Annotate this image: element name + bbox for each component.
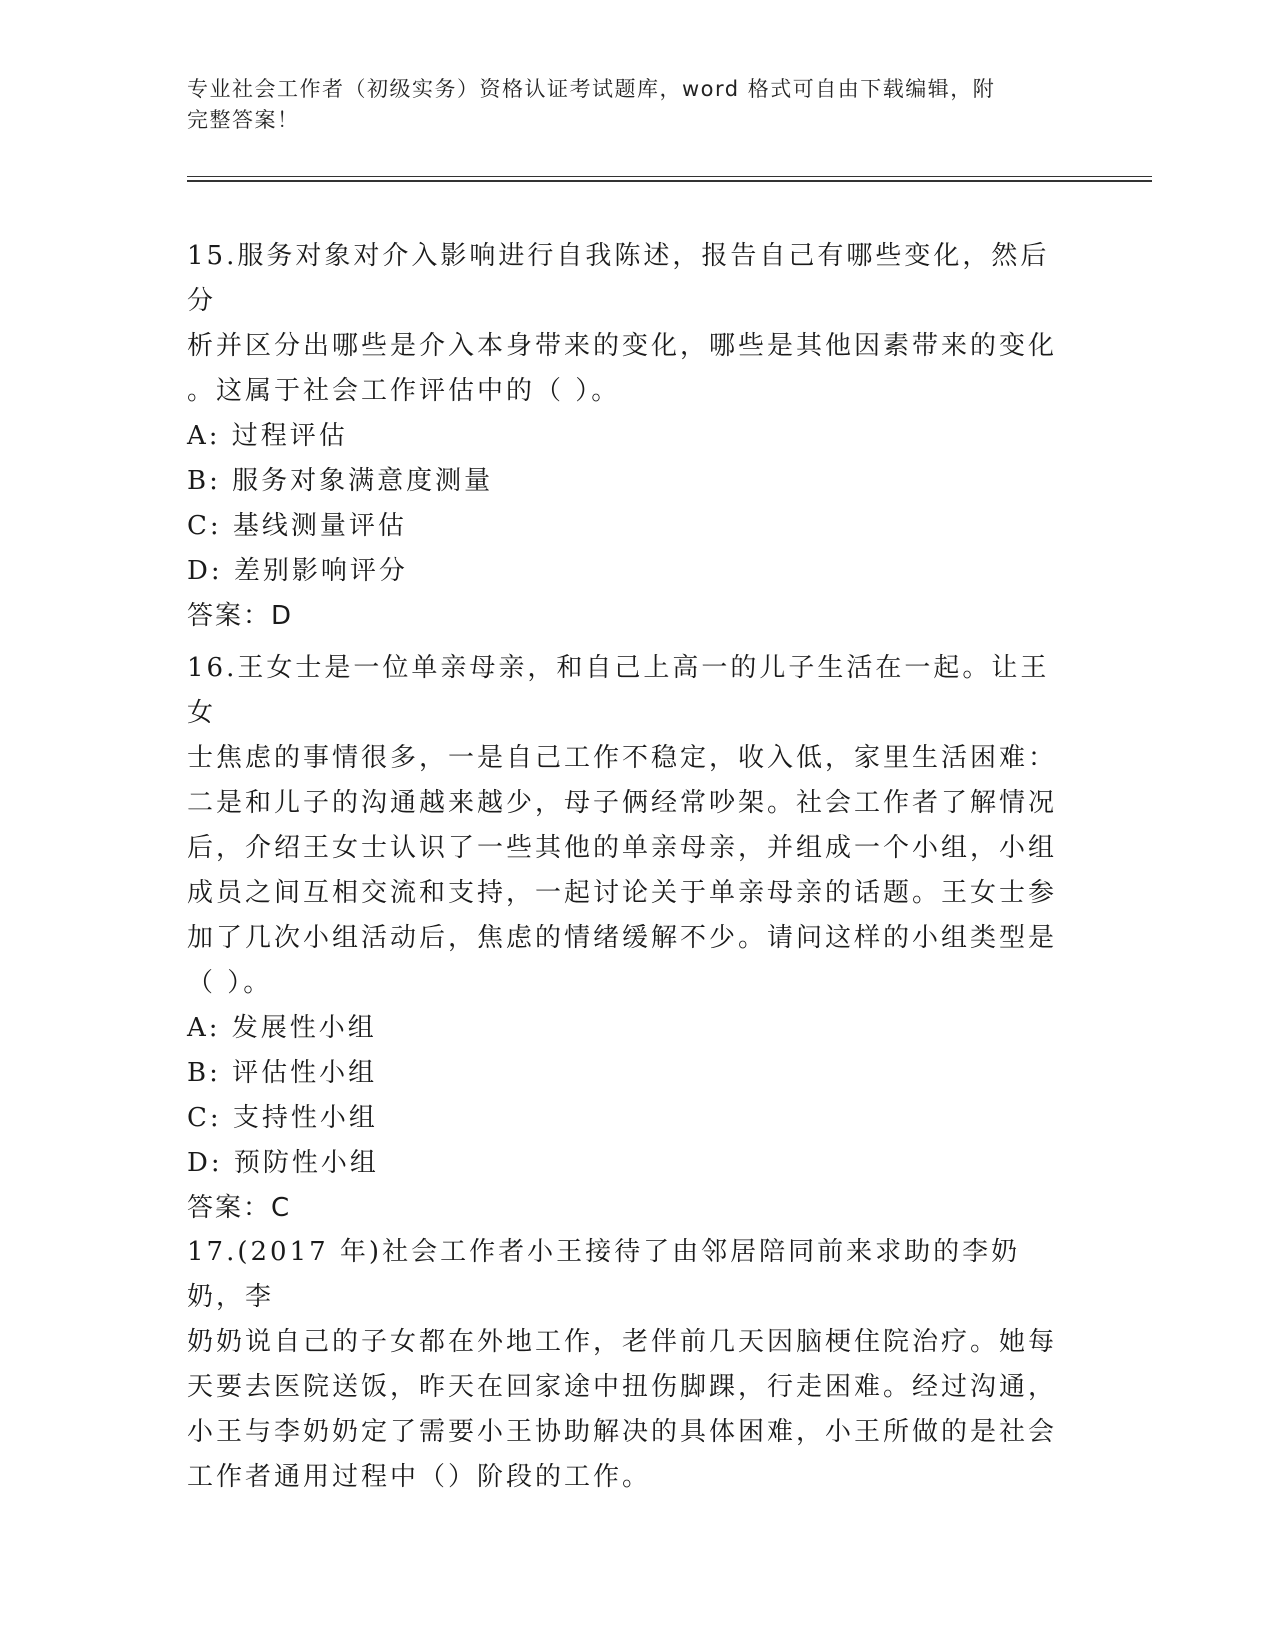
header-divider-thick <box>187 180 1152 182</box>
page-header <box>187 74 1067 136</box>
option-a: A: 过程评估 <box>187 421 348 451</box>
question-stem-line: 后，介绍王女士认识了一些其他的单亲母亲，并组成一个小组，小组 <box>187 833 1058 863</box>
option-b: B: 评估性小组 <box>187 1058 378 1088</box>
option-c: C: 支持性小组 <box>187 1103 378 1133</box>
question-stem-line: 工作者通用过程中（）阶段的工作。 <box>187 1462 652 1492</box>
question-16 <box>187 646 1077 1231</box>
question-stem-line: 加了几次小组活动后，焦虑的情绪缓解不少。请问这样的小组类型是 <box>187 923 1058 953</box>
header-line-2: 完整答案！ <box>187 108 300 132</box>
header-line-1: 专业社会工作者（初级实务）资格认证考试题库，word 格式可自由下载编辑，附 <box>187 77 996 101</box>
question-stem-line: 成员之间互相交流和支持，一起讨论关于单亲母亲的话题。王女士参 <box>187 878 1058 908</box>
question-stem-line: 二是和儿子的沟通越来越少，母子俩经常吵架。社会工作者了解情况 <box>187 788 1058 818</box>
option-c: C: 基线测量评估 <box>187 511 407 541</box>
question-stem-line: 天要去医院送饭，昨天在回家途中扭伤脚踝，行走困难。经过沟通， <box>187 1372 1058 1402</box>
question-17 <box>187 1230 1077 1500</box>
question-stem-line: （ ）。 <box>187 968 273 998</box>
question-stem-line: 士焦虑的事情很多，一是自己工作不稳定，收入低，家里生活困难： <box>187 743 1058 773</box>
question-stem-line: 奶奶说自己的子女都在外地工作，老伴前几天因脑梗住院治疗。她每 <box>187 1327 1058 1357</box>
question-15 <box>187 234 1077 639</box>
answer-line: 答案：D <box>187 601 294 631</box>
answer-line: 答案：C <box>187 1193 292 1223</box>
question-stem-line: 17.(2017 年)社会工作者小王接待了由邻居陪同前来求助的李奶奶，李 <box>187 1237 1021 1312</box>
option-b: B: 服务对象满意度测量 <box>187 466 494 496</box>
question-stem-line: 析并区分出哪些是介入本身带来的变化，哪些是其他因素带来的变化 <box>187 331 1058 361</box>
question-stem-line: 15.服务对象对介入影响进行自我陈述，报告自己有哪些变化，然后分 <box>187 241 1050 316</box>
question-stem-line: 16.王女士是一位单亲母亲，和自己上高一的儿子生活在一起。让王女 <box>187 653 1050 728</box>
question-stem-line: 小王与李奶奶定了需要小王协助解决的具体困难，小王所做的是社会 <box>187 1417 1058 1447</box>
option-d: D: 预防性小组 <box>187 1148 379 1178</box>
option-a: A: 发展性小组 <box>187 1013 377 1043</box>
option-d: D: 差别影响评分 <box>187 556 408 586</box>
header-divider-thin <box>187 176 1152 177</box>
question-stem-line: 。这属于社会工作评估中的（ ）。 <box>187 376 621 406</box>
